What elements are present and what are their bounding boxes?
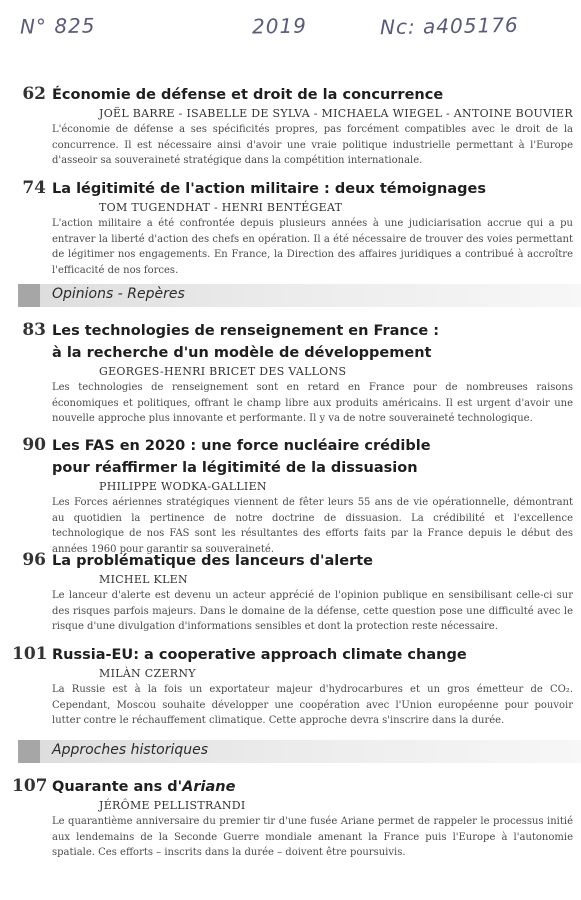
article-title: [52, 776, 573, 798]
article-authors: MICHEL KLEN: [99, 573, 188, 586]
article-authors: GEORGES-HENRI BRICET DES VALLONS: [99, 365, 347, 378]
page-number: 74: [22, 178, 46, 198]
article-title: La problématique des lanceurs d'alerte: [52, 553, 374, 569]
toc-entry: [0, 776, 581, 861]
article-title: Russia-EU: a cooperative approach climate change: [52, 647, 467, 663]
article-title-line-2: pour réaffirmer la légitimité de la dissuasion: [52, 460, 418, 476]
toc-entry: [0, 644, 581, 729]
page-number: 107: [12, 776, 48, 796]
handwritten-year: 2019: [251, 13, 308, 39]
toc-entry: [0, 178, 581, 278]
article-authors: MILÀN CZERNY: [99, 667, 196, 680]
article-abstract: Le quarantième anniversaire du premier tir d'une fusée Ariane permet de rappeler le processus initié aux lendemains de la Seconde Guerre mondiale amenant la France puis l'Europe à l'autonomie spatiale. Ces efforts – inscrits dans la durée – doivent être poursuivis.: [52, 816, 573, 858]
toc-entry: [0, 320, 581, 427]
article-title-line-2: à la recherche d'un modèle de développement: [52, 345, 432, 361]
page-number: 90: [22, 435, 46, 455]
section-marker-square: [18, 284, 40, 307]
toc-entry: [0, 84, 581, 169]
handwritten-reference-number: N° 825: [19, 13, 96, 39]
page-number: 83: [22, 320, 46, 340]
handwritten-catalog-code: Nc: a405176: [379, 12, 519, 40]
article-abstract: Les Forces aériennes stratégiques viennent de fêter leurs 55 ans de vie opérationnelle, démontrant au quotidien la pertinence de notre doctrine de dissuasion. La crédibilité et l'excellence technologique de nos FAS sont les résultantes des efforts faits par la France depuis le début des années 1960 pour garantir sa souveraineté.: [52, 497, 573, 555]
article-abstract: L'action militaire a été confrontée depuis plusieurs années à une judiciarisation accrue qui a pu entraver la liberté d'action des chefs en opération. Il a été nécessaire de trouver des voies permettant de légitimer nos engagements. En France, la Direction des affaires juridiques a contribué à accroître l'efficacité de nos forces.: [52, 218, 573, 276]
page-number: 62: [22, 84, 46, 104]
article-authors: JOËL BARRE - ISABELLE DE SYLVA - MICHAELA WIEGEL - ANTOINE BOUVIER: [99, 107, 573, 120]
article-title-line-1: Les technologies de renseignement en France :: [52, 323, 440, 339]
article-title-line-1: Les FAS en 2020 : une force nucléaire crédible: [52, 438, 431, 454]
article-authors: JÉRÔME PELLISTRANDI: [99, 799, 246, 812]
toc-entry: [0, 550, 581, 635]
page-number: 101: [12, 644, 48, 664]
section-header-opinions: [18, 284, 581, 307]
section-header-historiques: [18, 740, 581, 763]
article-abstract: L'économie de défense a ses spécificités propres, pas forcément compatibles avec le droit de la concurrence. Il est nécessaire ainsi d'avoir une vraie politique industrielle permettant à l'Europe d'asseoir sa souveraineté stratégique dans la compétition internationale.: [52, 124, 573, 166]
article-title-italic: Ariane: [182, 779, 236, 795]
article-authors: TOM TUGENDHAT - HENRI BENTÉGEAT: [99, 201, 343, 214]
article-authors: PHILIPPE WODKA-GALLIEN: [99, 480, 267, 493]
article-title: Économie de défense et droit de la concurrence: [52, 87, 444, 103]
page-number: 96: [22, 550, 46, 570]
section-marker-square: [18, 740, 40, 763]
article-abstract: La Russie est à la fois un exportateur majeur d'hydrocarbures et un gros émetteur de CO₂. Cependant, Moscou souhaite développer une coopération avec l'Union européenne pour pouvoir lutter contre le réchauffement climatique. Cette approche devra s'inscrire dans la durée.: [52, 684, 573, 726]
article-abstract: Les technologies de renseignement sont en retard en France pour de nombreuses raisons économiques et politiques, offrant le champ libre aux produits américains. Il est urgent d'avoir une nouvelle approche plus innovante et performante. Il y va de notre souveraineté technologique.: [52, 382, 573, 424]
section-title: Opinions - Repères: [52, 286, 185, 302]
article-title-prefix: Quarante ans d': [52, 779, 183, 795]
article-title: La légitimité de l'action militaire : deux témoignages: [52, 181, 486, 197]
section-title: Approches historiques: [52, 742, 209, 758]
toc-entry: [0, 435, 581, 557]
article-abstract: Le lanceur d'alerte est devenu un acteur apprécié de l'opinion publique en sensibilisant celle-ci sur des risques parfois majeurs. Dans le domaine de la défense, cette question pose une difficulté avec le risque d'une divulgation d'informations sensibles et dont la protection reste nécessaire.: [52, 590, 573, 632]
